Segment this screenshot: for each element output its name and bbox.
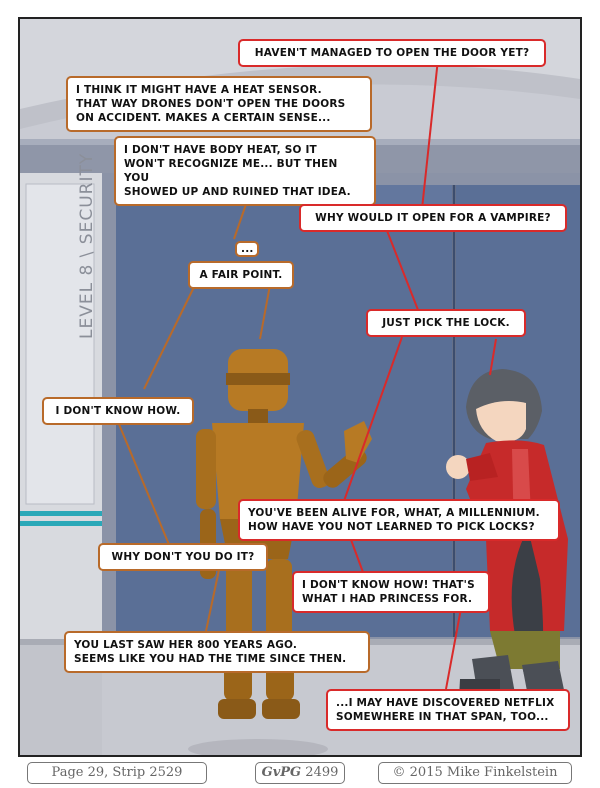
speech-bubble-8: I DON'T KNOW HOW. bbox=[42, 397, 194, 425]
speech-bubble-10: WHY DON'T YOU DO IT? bbox=[98, 543, 268, 571]
speech-bubble-2: I THINK IT MIGHT HAVE A HEAT SENSOR. THAT WAY DRONES DON'T OPEN THE DOORS ON ACCIDENT. MAKES A CERTAIN SENSE... bbox=[66, 76, 372, 132]
speech-bubble-13: ...I MAY HAVE DISCOVERED NETFLIX SOMEWHERE IN THAT SPAN, TOO... bbox=[326, 689, 570, 731]
speech-bubble-1: HAVEN'T MANAGED TO OPEN THE DOOR YET? bbox=[238, 39, 546, 67]
speech-bubble-7: JUST PICK THE LOCK. bbox=[366, 309, 526, 337]
page-info-label bbox=[27, 762, 207, 784]
wall-sign: LEVEL 8 \ SECURITY bbox=[77, 152, 97, 339]
copyright-label bbox=[378, 762, 572, 784]
copyright-text: © 2015 Mike Finkelstein bbox=[392, 765, 558, 780]
page-info-text: Page 29, Strip 2529 bbox=[51, 765, 183, 780]
speech-bubble-4: WHY WOULD IT OPEN FOR A VAMPIRE? bbox=[299, 204, 567, 232]
gvpg-logo: GvPG bbox=[261, 765, 302, 780]
speech-bubble-12: YOU LAST SAW HER 800 YEARS AGO. SEEMS LIKE YOU HAD THE TIME SINCE THEN. bbox=[64, 631, 370, 673]
comic-panel bbox=[18, 17, 582, 757]
speech-bubble-5: ... bbox=[235, 241, 259, 257]
speech-bubble-11: I DON'T KNOW HOW! THAT'S WHAT I HAD PRINCESS FOR. bbox=[292, 571, 490, 613]
speech-bubble-9: YOU'VE BEEN ALIVE FOR, WHAT, A MILLENNIUM. HOW HAVE YOU NOT LEARNED TO PICK LOCKS? bbox=[238, 499, 560, 541]
logo-badge bbox=[255, 762, 345, 784]
logo-number: 2499 bbox=[305, 765, 339, 780]
speech-bubble-3: I DON'T HAVE BODY HEAT, SO IT WON'T RECOGNIZE ME... BUT THEN YOU SHOWED UP AND RUINED THAT IDEA. bbox=[114, 136, 376, 206]
speech-bubble-6: A FAIR POINT. bbox=[188, 261, 294, 289]
